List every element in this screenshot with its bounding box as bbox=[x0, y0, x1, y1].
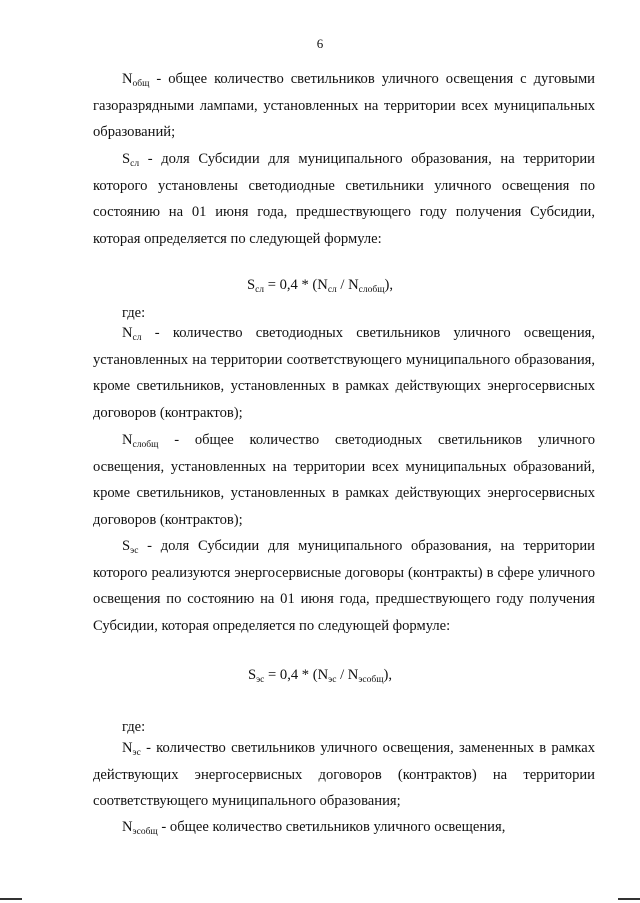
where-label: где: bbox=[122, 305, 146, 321]
where-label: где: bbox=[122, 719, 146, 735]
definition-n-esobshch: $N_{эсобщ}$ - общее количество светильников уличного освещения, bbox=[122, 819, 506, 837]
scan-edge-mark bbox=[0, 898, 22, 900]
definition-n-slobshch: $N_{слобщ}$ - общее количество светодиодных светильников уличного освещения, установленных на территории всех муниципальных образований, кроме светильников, установленных в рамках действующих энергосервисных договоров (контрактов); bbox=[93, 432, 595, 528]
definition-n-sl: $N_{сл}$ - количество светодиодных светильников уличного освещения, установленных на территории соответствующего муниципального образования, кроме светильников, установленных в рамках действующих энергосервисных договоров (контрактов); bbox=[93, 325, 595, 421]
formula-s-sl: $S_{сл} = 0,4 * (N_{сл} / N_{слобщ})$, bbox=[246, 277, 394, 295]
scan-edge-mark bbox=[618, 898, 640, 900]
page-number: 6 bbox=[316, 36, 324, 51]
definition-s-sl: $S_{сл}$ - доля Субсидии для муниципального образования, на территории которого установлены светодиодные светильники уличного освещения по состоянию на 01 июня года, предшествующего году получения Субсидии, которая определяется по следующей формуле: bbox=[93, 151, 595, 247]
definition-n-obshch: $N_{общ}$ - общее количество светильников уличного освещения с дуговыми газоразрядными лампами, установленных на территории всех муниципальных образований; bbox=[93, 71, 595, 141]
formula-s-es: $S_{эс} = 0,4 * (N_{эс} / N_{эсобщ})$, bbox=[247, 667, 393, 685]
definition-n-es: $N_{эс}$ - количество светильников уличного освещения, замененных в рамках действующих энергосервисных договоров (контрактов) на территории соответствующего муниципального образования; bbox=[93, 740, 595, 810]
definition-s-es: $S_{эс}$ - доля Субсидии для муниципального образования, на территории которого реализуются энергосервисные договоры (контракты) в сфере уличного освещения по состоянию на 01 июня года, предшествующего году получения Субсидии, которая определяется по следующей формуле: bbox=[93, 538, 595, 634]
